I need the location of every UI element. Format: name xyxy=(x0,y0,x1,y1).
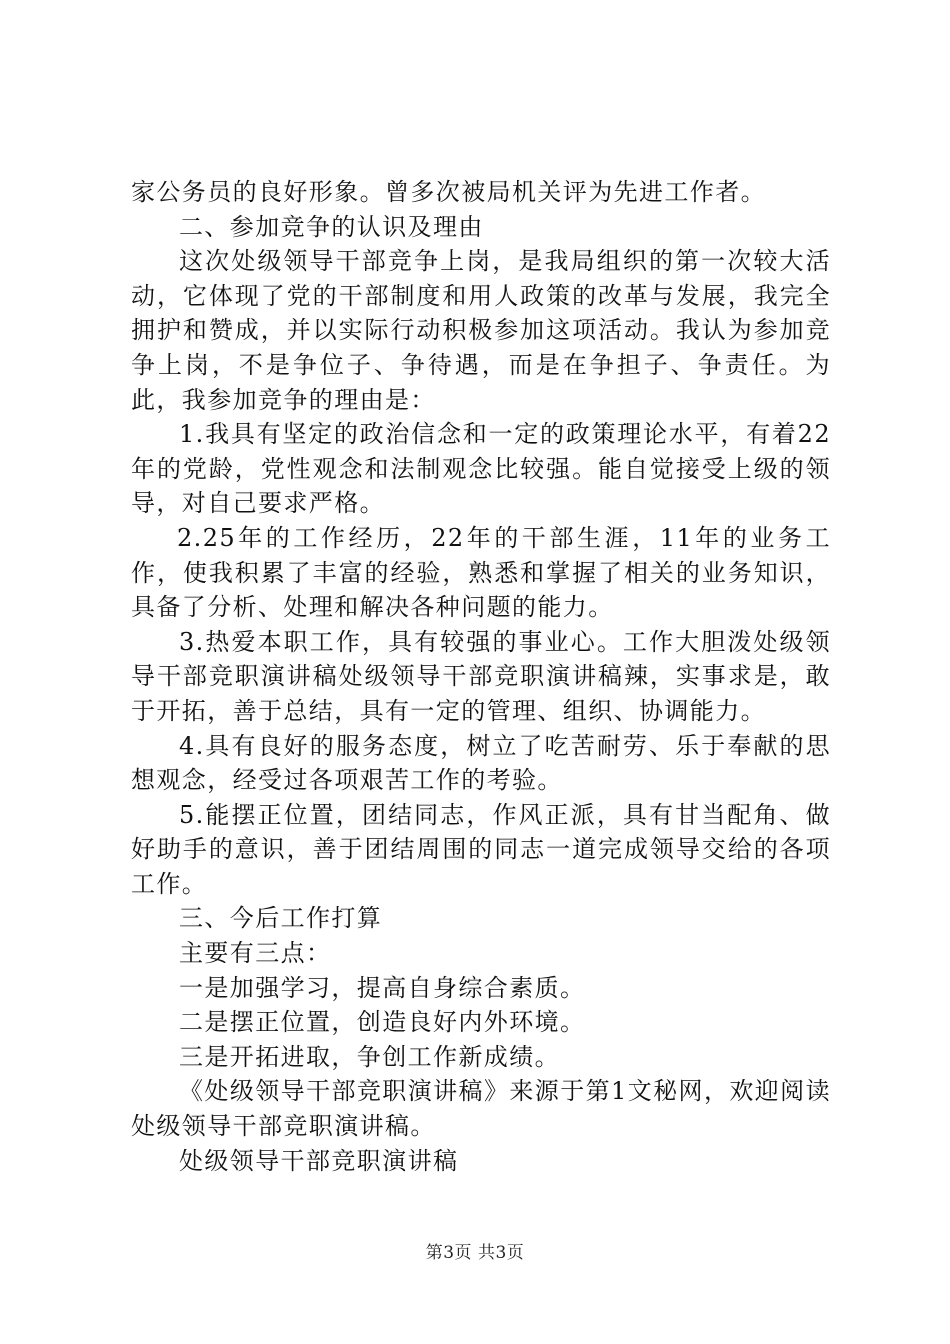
list-item-point-3: 三是开拓进取，争创工作新成绩。 xyxy=(179,1042,560,1071)
paragraph-closing-title: 处级领导干部竞职演讲稿 xyxy=(179,1146,459,1175)
document-body xyxy=(131,175,831,1178)
list-item-point-2: 二是摆正位置，创造良好内外环境。 xyxy=(179,1008,586,1037)
page-number-footer: 第3页 共3页 xyxy=(425,1243,525,1263)
list-item-point-1: 一是加强学习，提高自身综合素质。 xyxy=(179,973,586,1002)
paragraph-three-points: 主要有三点： xyxy=(179,939,332,968)
list-item-reason-1: 1.我具有坚定的政治信念和一定的政策理论水平，有着22年的党龄，党性观念和法制观念比较强。能自觉接受上级的领导，对自己要求严格。 xyxy=(131,420,831,518)
paragraph-source-note: 《处级领导干部竞职演讲稿》来源于第1文秘网，欢迎阅读处级领导干部竞职演讲稿。 xyxy=(131,1077,831,1141)
section-heading-three: 三、今后工作打算 xyxy=(179,904,383,933)
list-item-reason-3: 3.热爱本职工作，具有较强的事业心。工作大胆泼处级领导干部竞职演讲稿处级领导干部竞职演讲稿辣，实事求是，敢于开拓，善于总结，具有一定的管理、组织、协调能力。 xyxy=(131,627,831,725)
paragraph-competition-reason: 这次处级领导干部竞争上岗，是我局组织的第一次较大活动，它体现了党的干部制度和用人政策的改革与发展，我完全拥护和赞成，并以实际行动积极参加这项活动。我认为参加竞争上岗，不是争位子、争待遇，而是在争担子、争责任。为此，我参加竞争的理由是： xyxy=(131,247,831,414)
section-heading-two: 二、参加竞争的认识及理由 xyxy=(179,212,484,241)
list-item-reason-2: 2.25年的工作经历，22年的干部生涯，11年的业务工作，使我积累了丰富的经验，熟悉和掌握了相关的业务知识，具备了分析、处理和解决各种问题的能力。 xyxy=(131,523,831,622)
list-item-reason-4: 4.具有良好的服务态度，树立了吃苦耐劳、乐于奉献的思想观念，经受过各项艰苦工作的考验。 xyxy=(131,731,831,795)
paragraph-intro-continuation: 家公务员的良好形象。曾多次被局机关评为先进工作者。 xyxy=(131,178,766,206)
list-item-reason-5: 5.能摆正位置，团结同志，作风正派，具有甘当配角、做好助手的意识，善于团结周围的同志一道完成领导交给的各项工作。 xyxy=(131,800,831,898)
